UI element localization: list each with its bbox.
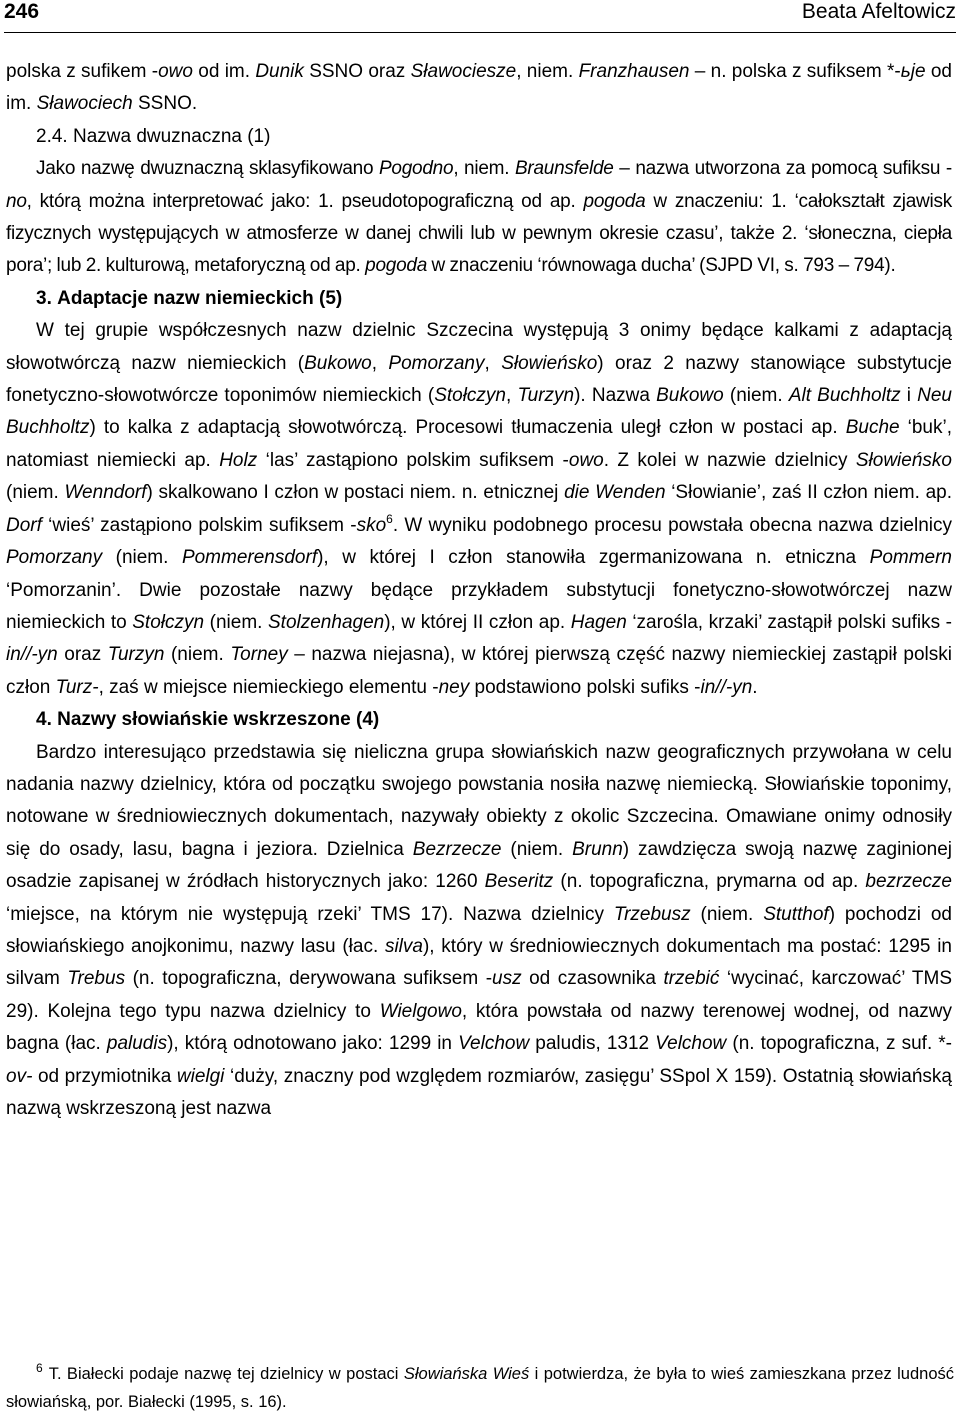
body-text <box>6 56 952 1125</box>
paragraph-section-3: W tej grupie współczesnych nazw dzielnic Szczecina występują 3 onimy będące kalkami z adaptacją słowotwórczą nazw niemieckich (Bukowo, Pomorzany, Słowieńsko) oraz 2 nazwy stanowiące substytucje fonetyczno-słowotwórcze toponimów niemieckich (Stołczyn, Turzyn). Nazwa Bukowo (niem. Alt Buchholtz i Neu Buchholtz) to kalka z adaptacją słowotwórczą. Procesowi tłumaczenia uległ człon w postaci ap. Buche ‘buk’, natomiast niemiecki ap. Holz ‘las’ zastąpiono polskim sufiksem -owo. Z kolei w nazwie dzielnicy Słowieńsko (niem. Wenndorf) skalkowano I człon w postaci niem. n. etnicznej die Wenden ‘Słowianie’, zaś II człon niem. ap. Dorf ‘wieś’ zastąpiono polskim sufiksem -sko$^6$. W wyniku podobnego procesu powstała obecna nazwa dzielnicy Pomorzany (niem. Pommerensdorf), w której I człon stanowiła zgermanizowana n. etniczna Pommern ‘Pomorzanin’. Dwie pozostałe nazwy będące przykładem substytucji fonetyczno-słowotwórczej nazw niemieckich to Stołczyn (niem. Stolzenhagen), w której II człon ap. Hagen ‘zarośla, krzaki’ zastąpił polski sufiks -in//-yn oraz Turzyn (niem. Torney – nazwa niejasna), w której pierwszą część nazwy niemieckiej zastąpił polski człon Turz-, zaś w miejsce niemieckiego elementu -ney podstawiono polski sufiks -in//-yn. <box>6 320 953 698</box>
section-heading-4: 4. Nazwy słowiańskie wskrzeszone (4) <box>36 709 380 731</box>
paragraph-continuation: polska z sufikem -owo od im. Dunik SSNO oraz Sławociesze, niem. Franzhausen – n. polska z sufiksem *-ьje od im. Sławociech SSNO. <box>6 61 952 115</box>
running-author: Beata Afeltowicz <box>801 0 956 23</box>
section-heading-3: 3. Adaptacje nazw niemieckich (5) <box>36 287 343 309</box>
footnote-marker: 6 <box>36 1361 43 1375</box>
paragraph-section-2-4: Jako nazwę dwuznaczną sklasyfikowano Pogodno, niem. Braunsfelde – nazwa utworzona za pomocą sufiksu -no, którą można interpretować jako: 1. pseudotopograficzną od ap. pogoda w znaczeniu: 1. ‘całokształt zjawisk fizycznych występujących w atmosferze w danej chwili lub w pewnym okresie czasu’, także 2. ‘słoneczna, ciepła pora’; lub 2. kulturową, metaforyczną od ap. pogoda w znaczeniu ‘równowaga ducha’ (SJPD VI, s. 793 – 794). <box>6 158 952 277</box>
footnote: $^6$ T. Białecki podaje nazwę tej dzielnicy w postaci Słowiańska Wieś i potwierdza, że była to wieś zamieszkana przez ludność słowiańską, por. Białecki (1995, s. 16). <box>6 1361 954 1411</box>
page-number: 246 <box>4 0 40 23</box>
paragraph-section-4: Bardzo interesująco przedstawia się nieliczna grupa słowiańskich nazw geograficznych przywołana w celu nadania nazwy dzielnicy, która od początku swojego powstania nosiła nazwę niemiecką. Słowiańskie toponimy, notowane w średniowiecznych dokumentach, nazywały obiekty z okolic Szczecina. Omawiane onimy odnosiły się do osady, lasu, bagna i jeziora. Dzielnica Bezrzecze (niem. Brunn) zawdzięcza swoją nazwę zaginionej osadzie zapisanej w źródłach historycznych jako: 1260 Beseritz (n. topograficzna, prymarna od ap. bezrzecze ‘miejsce, na którym nie występują rzeki’ TMS 17). Nazwa dzielnicy Trzebusz (niem. Stutthof) pochodzi od słowiańskiego anojkonimu, nazwy lasu (łac. silva), który w średniowiecznych dokumentach ma postać: 1295 in silvam Trebus (n. topograficzna, derywowana sufiksem -usz od czasownika trzebić ‘wycinać, karczować’ TMS 29). Kolejna tego typu nazwa dzielnicy to Wielgowo, która powstała od nazwy terenowej wodnej, od nazwy bagna (łac. paludis), którą odnotowano jako: 1299 in Velchow paludis, 1312 Velchow (n. topograficzna, z suf. *-ov- od przymiotnika wielgi ‘duży, znaczny pod względem rozmiarów, zasięgu’ SSpol X 159). Ostatnią słowiańską nazwą wskrzeszoną jest nazwa <box>6 741 953 1119</box>
section-heading-2-4: 2.4. Nazwa dwuznaczna (1) <box>36 125 271 147</box>
running-header <box>4 0 956 30</box>
footnote-reference: 6 <box>386 511 393 526</box>
header-rule <box>4 32 956 33</box>
